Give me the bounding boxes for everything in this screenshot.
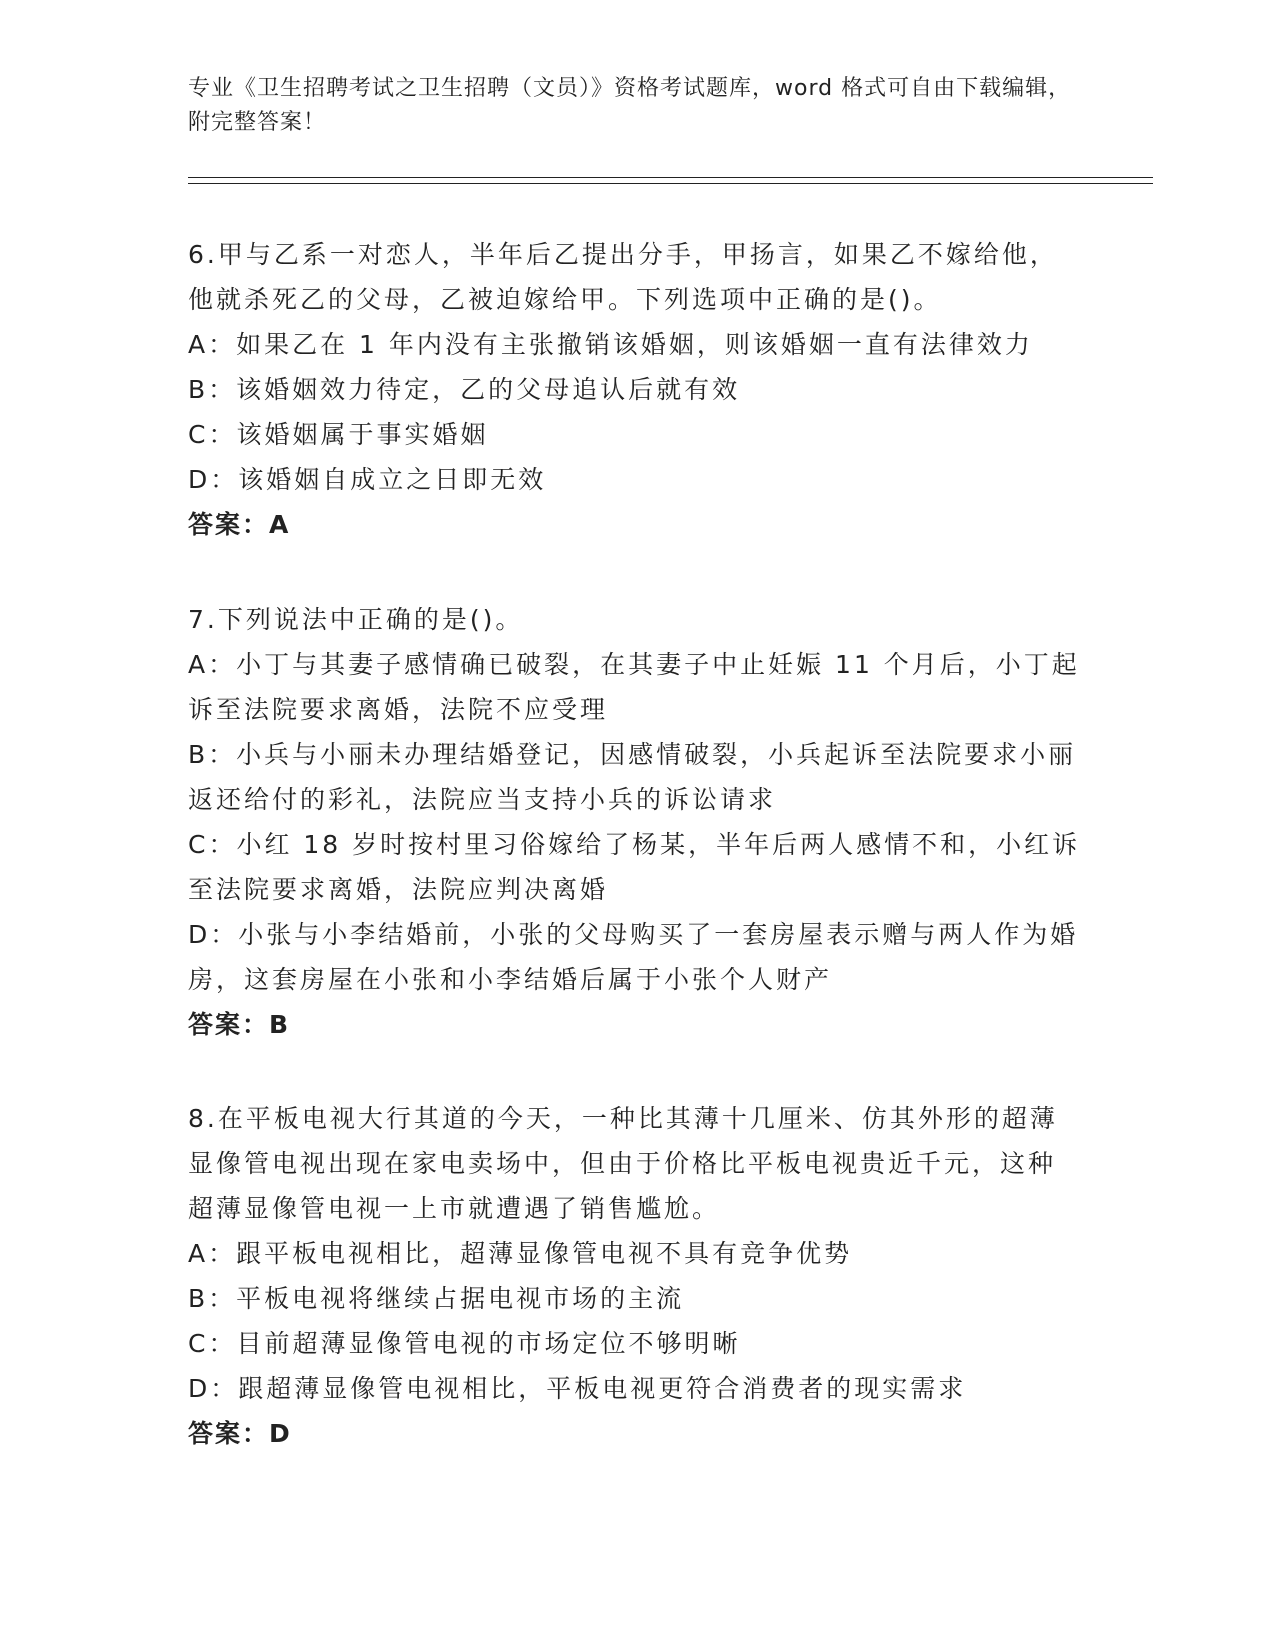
option-a: A：小丁与其妻子感情确已破裂，在其妻子中止妊娠 11 个月后，小丁起诉至法院要求离婚，法院不应受理 (188, 650, 1080, 724)
option-c: C：小红 18 岁时按村里习俗嫁给了杨某，半年后两人感情不和，小红诉至法院要求离婚，法院应判决离婚 (188, 830, 1081, 904)
answer-label: 答案：B (188, 1010, 291, 1039)
question-stem: 8.在平板电视大行其道的今天，一种比其薄十几厘米、仿其外形的超薄显像管电视出现在家电卖场中，但由于价格比平板电视贵近千元，这种超薄显像管电视一上市就遭遇了销售尴尬。 (188, 1104, 1058, 1223)
question-8 (188, 1096, 1083, 1456)
header-intro-text: 专业《卫生招聘考试之卫生招聘（文员）》资格考试题库，word 格式可自由下载编辑，附完整答案！ (188, 76, 1072, 135)
header-divider-bottom (188, 183, 1153, 184)
option-a: A：跟平板电视相比，超薄显像管电视不具有竞争优势 (188, 1239, 853, 1268)
option-d: D：小张与小李结婚前，小张的父母购买了一套房屋表示赠与两人作为婚房，这套房屋在小张和小李结婚后属于小张个人财产 (188, 920, 1079, 994)
question-stem: 7.下列说法中正确的是()。 (188, 605, 524, 634)
question-stem: 6.甲与乙系一对恋人，半年后乙提出分手，甲扬言，如果乙不嫁给他，他就杀死乙的父母，乙被迫嫁给甲。下列选项中正确的是()。 (188, 240, 1058, 314)
answer-label: 答案：D (188, 1419, 292, 1448)
option-a: A：如果乙在 1 年内没有主张撤销该婚姻，则该婚姻一直有法律效力 (188, 330, 1033, 359)
option-b: B：平板电视将继续占据电视市场的主流 (188, 1284, 685, 1313)
header-divider-top (188, 177, 1153, 178)
option-d: D：该婚姻自成立之日即无效 (188, 465, 547, 494)
answer-label: 答案：A (188, 510, 291, 539)
question-6 (188, 232, 1083, 547)
option-b: B：该婚姻效力待定，乙的父母追认后就有效 (188, 375, 741, 404)
document-header (188, 72, 1088, 140)
question-7 (188, 597, 1083, 1047)
option-c: C：目前超薄显像管电视的市场定位不够明晰 (188, 1329, 741, 1358)
option-d: D：跟超薄显像管电视相比，平板电视更符合消费者的现实需求 (188, 1374, 967, 1403)
option-c: C：该婚姻属于事实婚姻 (188, 420, 489, 449)
option-b: B：小兵与小丽未办理结婚登记，因感情破裂，小兵起诉至法院要求小丽返还给付的彩礼，法院应当支持小兵的诉讼请求 (188, 740, 1077, 814)
